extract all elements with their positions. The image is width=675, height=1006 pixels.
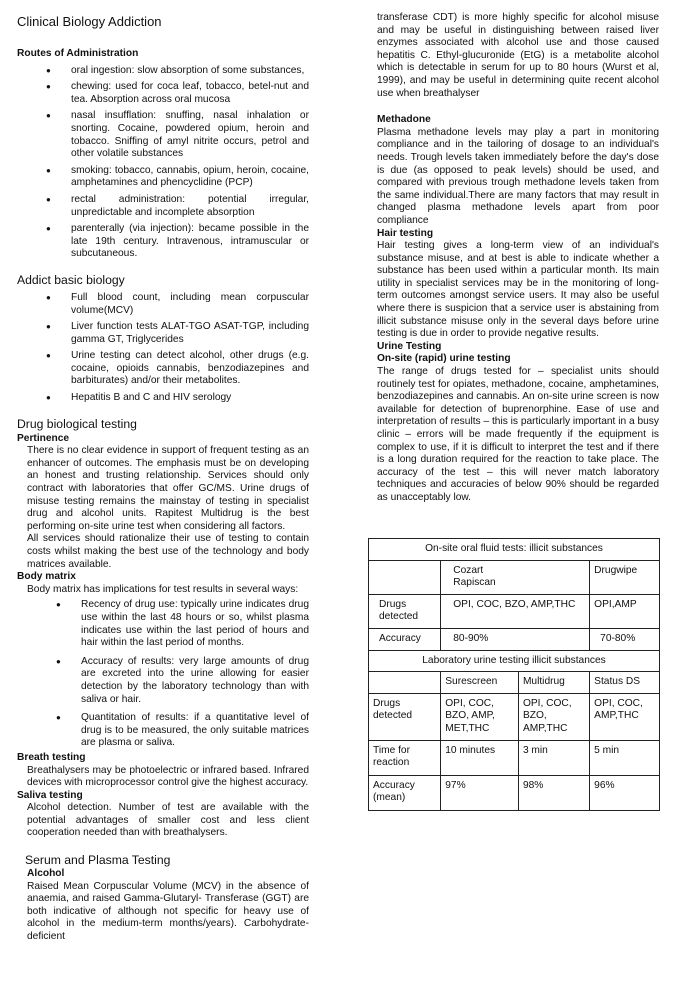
table-header-cozart [441,560,590,594]
saliva-testing-heading: Saliva testing [17,789,83,801]
list-item: ● smoking: tobacco, cannabis, opium, heroin, cocaine, amphetamines and phencyclidine (PCP) [17,165,309,190]
document-title: Clinical Biology Addiction [17,14,162,29]
urine-testing-heading: Urine Testing [377,340,442,352]
routes-list [17,65,309,261]
pertinence-heading: Pertinence [17,432,70,444]
table-cell: 96% [590,775,660,810]
table-row-label: Accuracy [369,628,441,650]
pertinence-paragraph-2: All services should rationalize their use of testing to contain costs whilst making the best use of the technology and body matrices available. [27,533,309,570]
oral-fluid-table [368,538,660,811]
table-cell: OPI, COC, BZO, AMP, MET,THC [441,693,519,740]
table-cell: 98% [518,775,589,810]
body-matrix-intro: Body matrix has implications for test results in several ways: [27,583,299,595]
table-header-drugwipe: Drugwipe [590,560,660,594]
alcohol-heading: Alcohol [27,868,65,880]
table-cell: 80-90% [441,628,590,650]
body-matrix-list [17,599,309,750]
right-column [377,12,659,505]
table-header: Multidrug [518,672,589,694]
table-cell: 3 min [518,740,589,775]
table-header: Status DS [590,672,660,694]
list-item: ● Full blood count, including mean corpuscular volume(MCV) [17,292,309,317]
biology-list [17,292,309,405]
hair-testing-heading: Hair testing [377,227,434,239]
list-item: ● Accuracy of results: very large amounts of drug are excreted into the urine allowing for easier detection by the laboratory technology than with saliva or hair. [17,656,309,706]
list-item: ● rectal administration: potential irregular, unpredictable and incomplete absorption [17,194,309,219]
oral-fluid-table-title: On-site oral fluid tests: illicit substances [369,539,660,561]
table-cell: OPI, COC, BZO, AMP,THC [441,594,590,628]
list-item: ● Quantitation of results: if a quantitative level of drug is to be measured, the only suitable matrices are plasma or saliva. [17,712,309,750]
methadone-text: Plasma methadone levels may play a part in monitoring compliance and in the tailoring of dosage to an individual's needs. Trough levels taken immediately before the day's dose is due (as opposed to peak levels) should be used, and compared with previous trough methadone levels taken from the same individual.There are many factors that may result in changed plasma methadone levels apart from poor compliance [377,126,659,226]
table-cell: 97% [441,775,519,810]
table-cell: 10 minutes [441,740,519,775]
saliva-testing-text: Alcohol detection. Number of test are available with the potential advantages of smaller cost and less client cooperation needed than with breathalysers. [27,802,309,839]
table-row-label: Drugs detected [369,693,441,740]
table-row-label: Time for reaction [369,740,441,775]
list-item: ● nasal insufflation: snuffing, nasal inhalation or snorting. Cocaine, powdered opium, heroin and tobacco. Sniffing of amyl nitrite occurs, petrol and other volatile substances [17,110,309,160]
table-row-label: Drugs detected [369,594,441,628]
table-cell: OPI,AMP [590,594,660,628]
routes-heading: Routes of Administration [17,48,139,59]
list-item: ● Recency of drug use: typically urine indicates drug use within the last 48 hours or so, whilst plasma indicates use within the last period of hours and hair within the last period of months. [17,599,309,649]
table-cell: 5 min [590,740,660,775]
table-header: Surescreen [441,672,519,694]
body-matrix-heading: Body matrix [17,571,76,583]
table-cell-empty [369,672,441,694]
list-item: ● Liver function tests ALAT-TGO ASAT-TGP, including gamma GT, Triglycerides [17,321,309,346]
list-item: ● chewing: used for coca leaf, tobacco, betel-nut and tea. Absorption across oral mucosa [17,81,309,106]
methadone-heading: Methadone [377,114,431,126]
serum-heading: Serum and Plasma Testing [25,853,171,868]
table-cell-empty [369,560,441,594]
table-cell: OPI, COC, BZO, AMP,THC [518,693,589,740]
breath-testing-heading: Breath testing [17,751,86,763]
table-cell: OPI, COC, AMP,THC [590,693,660,740]
onsite-urine-heading: On-site (rapid) urine testing [377,353,511,365]
table-row-label: Accuracy (mean) [369,775,441,810]
biology-heading: Addict basic biology [17,272,125,287]
pertinence-paragraph-1: There is no clear evidence in support of frequent testing as an enhancer of outcomes. The emphasis must be on developing an honest and trusting relationship. Services should only contract with laboratories that offer GC/MS. Urine drugs of misuse testing remains the mainstay of testing in specialist drug and alcohol units. Rapitest Multidrug is the best performing on-site urine test when considering all factors. [27,445,309,532]
alcohol-text: Raised Mean Corpuscular Volume (MCV) in the absence of anaemia, and raised Gamma-Glutaryl- Transferase (GGT) are both indicative of although not specific for heavy use of alcohol in the medium-term months/years). Carbohydrate-deficient [27,880,309,943]
alcohol-continued-text: transferase CDT) is more highly specific for alcohol misuse and may be useful in distinguishing between raised liver enzymes associated with alcohol use and those caused hepatitis C. Ethyl-glucuronide (EtG) is a metabolite alcohol which is detectable in serum for up to 80 hours (Wurst et al, 1999), and may be useful in determining quite recent alcohol use when breathalyser [377,12,659,99]
cozart-label: Cozart [453,564,484,576]
breath-testing-text: Breathalysers may be photoelectric or infrared based. Infrared devices with microprocessor control give the highest accuracy. [27,764,309,789]
drug-testing-heading: Drug biological testing [17,416,137,431]
list-item: ● Urine testing can detect alcohol, other drugs (e.g. cocaine, opioids cannabis, benzodiazepines and barbiturates) and/or their metabolites. [17,350,309,388]
list-item: ● Hepatitis B and C and HIV serology [17,392,309,405]
lab-urine-table-title: Laboratory urine testing illicit substances [369,650,660,672]
list-item: ● parenterally (via injection): became possible in the late 19th century. Intravenous, intramuscular or subcutaneous. [17,223,309,261]
rapiscan-label: Rapiscan [453,577,496,589]
left-column [17,0,309,944]
hair-testing-text: Hair testing gives a long-term view of an individual's substance misuse, and at best is able to indicate whether a substance has been used within a particular month. Its main utility in specialist services may be in the monitoring of long-term outcomes amongst service users. It may also be useful where there is suspicion that a service user is abstaining from illicit substance misuse only in the several days before urine testing is due in order to provide negative results. [377,240,659,340]
table-cell: 70-80% [590,628,660,650]
list-item: ● oral ingestion: slow absorption of some substances, [17,65,309,78]
onsite-urine-text: The range of drugs tested for – specialist units should routinely test for opiates, methadone, cocaine, amphetamines, benzodiazepines and cannabis. An on-site urine screen is now available for detection of buprenorphine. Ease of use and interpretation of results – this is particularly important in a busy clinic – errors will be made frequently if the equipment is complex to use, if it is difficult to interpret the test and if there is a long duration required for the reaction to take place. The accuracy of the test – this will never match laboratory techniques and accuracies of below 90% should be regarded as unacceptably low. [377,366,659,503]
